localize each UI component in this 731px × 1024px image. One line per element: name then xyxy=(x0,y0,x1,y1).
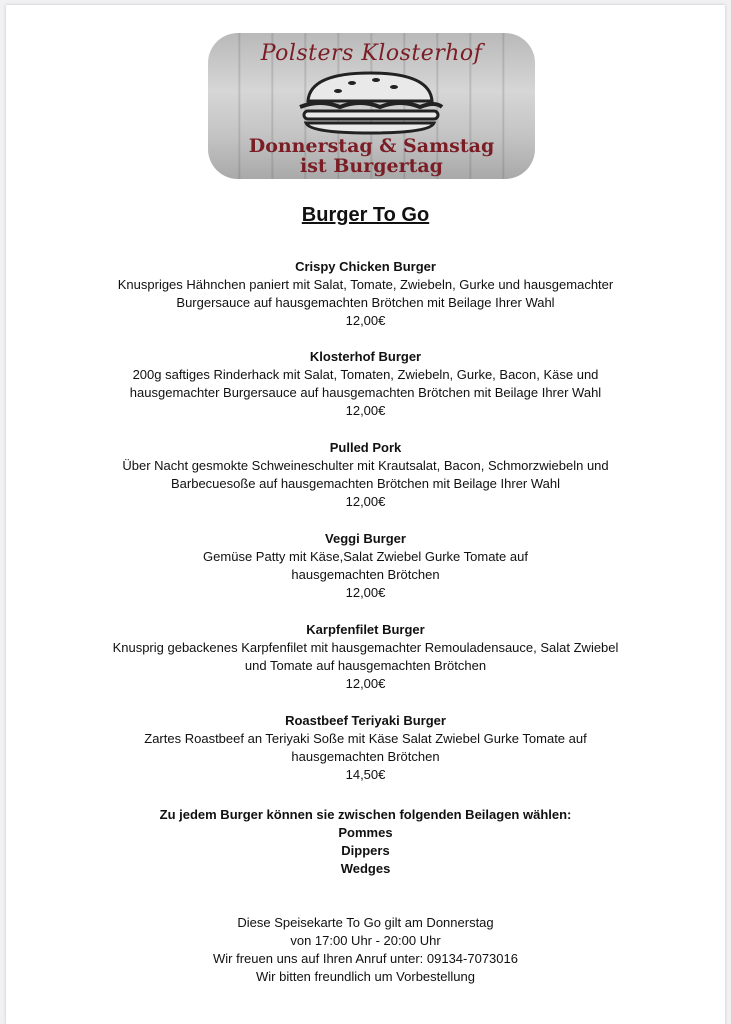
menu-item-desc: Knuspriges Hähnchen paniert mit Salat, Tomate, Zwiebeln, Gurke und hausgemachter xyxy=(117,277,614,292)
logo-days: Donnerstag & Samstag xyxy=(248,135,495,157)
side-option: Wedges xyxy=(340,861,391,876)
menu-item-name: Karpfenfilet Burger xyxy=(306,622,425,637)
menu-item-desc: hausgemachten Brötchen xyxy=(291,749,440,764)
menu-item-name: Veggi Burger xyxy=(325,531,406,546)
menu-item-price: 14,50€ xyxy=(345,767,386,782)
footer-line: von 17:00 Uhr - 20:00 Uhr xyxy=(290,933,441,948)
footer-info xyxy=(6,914,725,986)
menu-item xyxy=(6,530,725,602)
menu-item-desc: Zartes Roastbeef an Teriyaki Soße mit Käse Salat Zwiebel Gurke Tomate auf xyxy=(144,731,587,746)
menu-item-price: 12,00€ xyxy=(345,676,386,691)
menu-item-desc: Barbecuesoße auf hausgemachten Brötchen mit Beilage Ihrer Wahl xyxy=(170,476,560,491)
menu-item xyxy=(6,348,725,420)
logo-restaurant-name: Polsters Klosterhof xyxy=(260,41,483,66)
menu-item xyxy=(6,712,725,784)
menu-item xyxy=(6,258,725,330)
side-option: Dippers xyxy=(341,843,390,858)
menu-item-desc: hausgemachten Brötchen xyxy=(291,567,440,582)
side-option: Pommes xyxy=(338,825,393,840)
footer-line: Diese Speisekarte To Go gilt am Donnerstag xyxy=(237,915,494,930)
footer-phone-line: Wir freuen uns auf Ihren Anruf unter: 09134-7073016 xyxy=(213,951,518,966)
menu-item-name: Klosterhof Burger xyxy=(309,349,422,364)
logo-banner xyxy=(208,33,535,179)
menu-item-desc: hausgemachter Burgersauce auf hausgemachten Brötchen mit Beilage Ihrer Wahl xyxy=(129,385,602,400)
menu-item xyxy=(6,621,725,693)
menu-item-name: Crispy Chicken Burger xyxy=(295,259,436,274)
menu-item-price: 12,00€ xyxy=(345,585,386,600)
burger-icon xyxy=(290,69,450,135)
menu-page xyxy=(6,5,725,1024)
menu-item-price: 12,00€ xyxy=(345,494,386,509)
page-title: Burger To Go xyxy=(301,204,430,226)
menu-item-desc: und Tomate auf hausgemachten Brötchen xyxy=(244,658,487,673)
menu-item-name: Pulled Pork xyxy=(329,440,402,455)
menu-item-desc: Gemüse Patty mit Käse,Salat Zwiebel Gurke Tomate auf xyxy=(203,549,528,564)
footer-line: Wir bitten freundlich um Vorbestellung xyxy=(256,969,475,984)
menu-item xyxy=(6,439,725,511)
menu-item-name: Roastbeef Teriyaki Burger xyxy=(285,713,446,728)
sides-section xyxy=(6,806,725,878)
menu-item-desc: 200g saftiges Rinderhack mit Salat, Tomaten, Zwiebeln, Gurke, Bacon, Käse und xyxy=(132,367,599,382)
menu-item-desc: Über Nacht gesmokte Schweineschulter mit Krautsalat, Bacon, Schmorzwiebeln und xyxy=(122,458,609,473)
menu-item-price: 12,00€ xyxy=(345,403,386,418)
logo-burgertag: ist Burgertag xyxy=(300,155,443,177)
menu-item-desc: Burgersauce auf hausgemachten Brötchen mit Beilage Ihrer Wahl xyxy=(176,295,555,310)
menu-item-desc: Knusprig gebackenes Karpfenfilet mit hausgemachter Remouladensauce, Salat Zwiebel xyxy=(112,640,619,655)
menu-item-price: 12,00€ xyxy=(345,313,386,328)
sides-intro: Zu jedem Burger können sie zwischen folgenden Beilagen wählen: xyxy=(159,807,572,822)
